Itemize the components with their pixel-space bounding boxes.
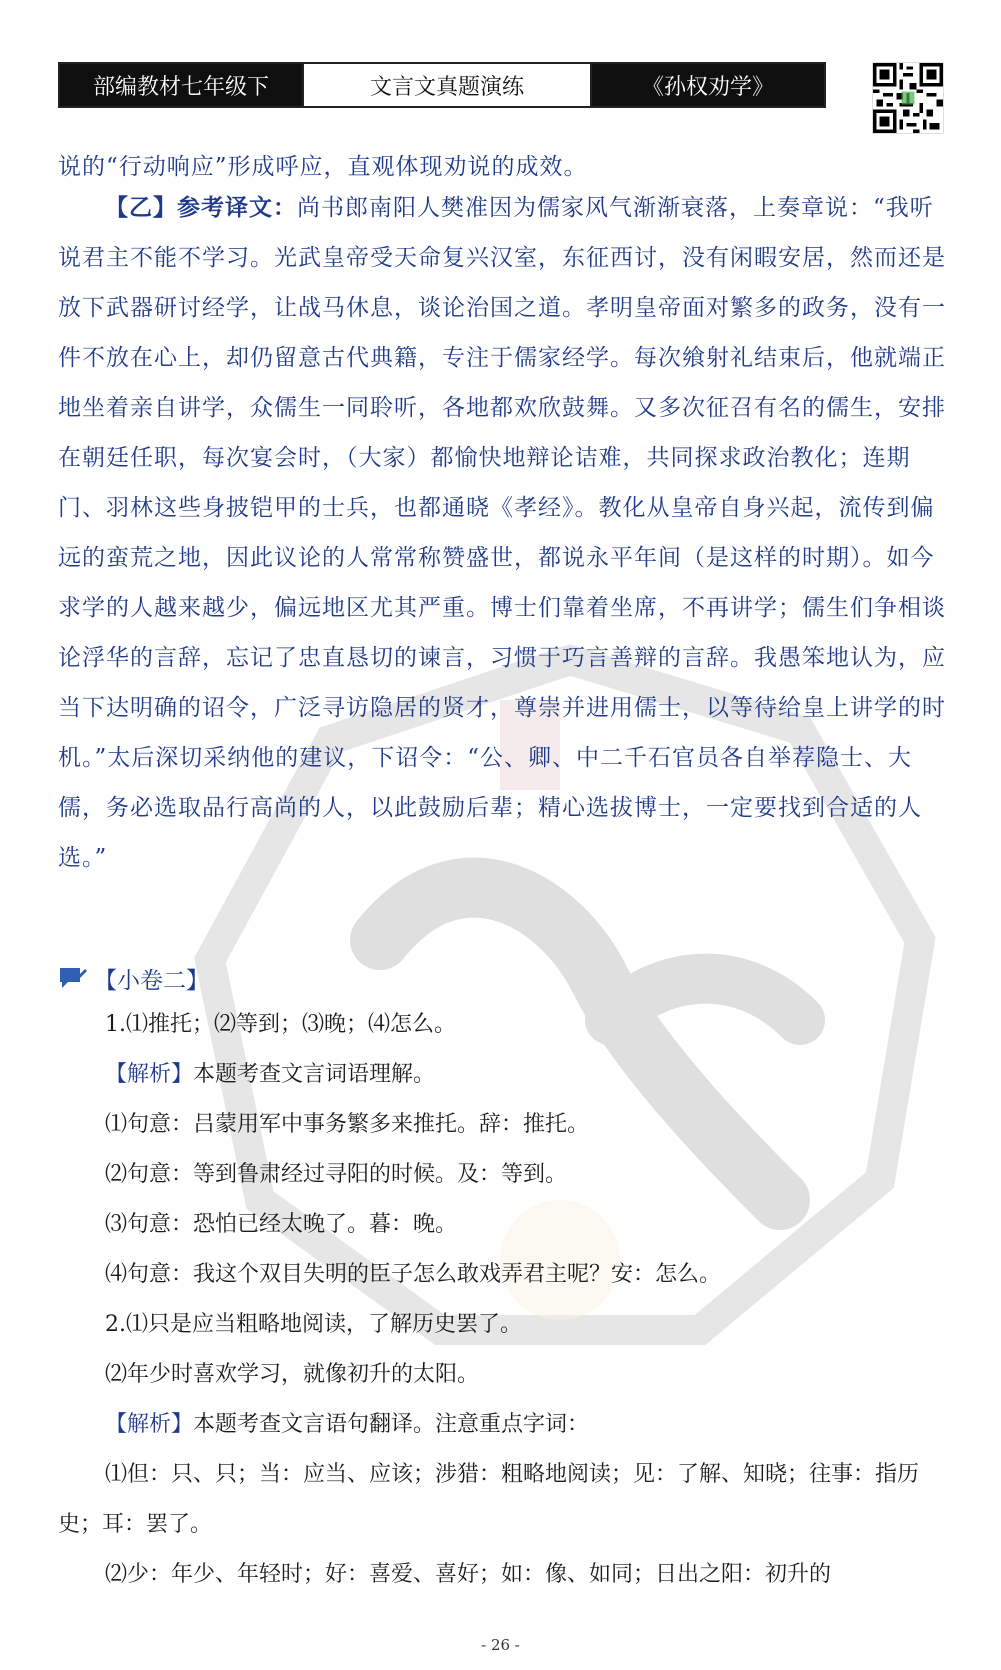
section-title: 【小卷二】: [94, 967, 209, 994]
q1-item-4: ⑷句意：我这个双目失明的臣子怎么敢戏弄君主呢？安：怎么。: [105, 1262, 722, 1287]
carry-over-line: 说的“行动响应”形成呼应，直观体现劝说的成效。: [58, 154, 588, 180]
q2-analysis: 【解析】本题考查文言语句翻译。注意重点字词：: [105, 1412, 590, 1437]
yi-label: 【乙】参考译文：: [105, 194, 297, 221]
q1-answer: 1.⑴推托；⑵等到；⑶晚；⑷怎么。: [105, 1012, 456, 1037]
qr-code-icon: [872, 62, 944, 134]
header-bar: [58, 62, 826, 108]
section-heading: [58, 958, 209, 998]
q1-item-3: ⑶句意：恐怕已经太晚了。暮：晚。: [105, 1212, 458, 1237]
page-number: - 26 -: [481, 1636, 520, 1654]
q2-item-2: ⑵年少时喜欢学习，就像初升的太阳。: [105, 1362, 480, 1387]
analysis-tag: 【解析】: [105, 1412, 194, 1437]
header-grade: 部编教材七年级下: [60, 64, 302, 106]
header-section: 文言文真题演练: [302, 64, 592, 106]
yi-translation-paragraph: [58, 183, 948, 883]
q1-item-1: ⑴句意：吕蒙用军中事务繁多来推托。辞：推托。: [105, 1112, 590, 1137]
analysis-tag: 【解析】: [105, 1062, 194, 1087]
q1-item-2: ⑵句意：等到鲁肃经过寻阳的时候。及：等到。: [105, 1162, 568, 1187]
yi-text: 尚书郎南阳人樊准因为儒家风气渐渐衰落，上奏章说：“我听说君主不能不学习。光武皇帝受天命复兴汉室，东征西讨，没有闲暇安居，然而还是放下武器研讨经学，让战马休息，谈论治国之道。孝明皇帝面对繁多的政务，没有一件不放在心上，却仍留意古代典籍，专注于儒家经学。每次飨射礼结束后，他就端正地坐着亲自讲学，众儒生一同聆听，各地都欢欣鼓舞。又多次征召有名的儒生，安排在朝廷任职，每次宴会时，（大家）都愉快地辩论诘难，共同探求政治教化；连期门、羽林这些身披铠甲的士兵，也都通晓《孝经》。教化从皇帝自身兴起，流传到偏远的蛮荒之地，因此议论的人常常称赞盛世，都说永平年间（是这样的时期）。如今求学的人越来越少，偏远地区尤其严重。博士们靠着坐席，不再讲学；儒生们争相谈论浮华的言辞，忘记了忠直恳切的谏言，习惯于巧言善辩的言辞。我愚笨地认为，应当下达明确的诏令，广泛寻访隐居的贤才，尊崇并进用儒士，以等待给皇上讲学的时机。”太后深切采纳他的建议，下诏令：“公、卿、中二千石官员各自举荐隐士、大儒，务必选取品行高尚的人，以此鼓励后辈；精心选拔博士，一定要找到合适的人选。”: [58, 195, 946, 871]
q2-note-1: ⑴但：只、只；当：应当、应该；涉猎：粗略地阅读；见：了解、知晓；往事：指历史；耳：罢了。: [58, 1462, 920, 1537]
note-icon: [58, 964, 88, 992]
header-lesson: 《孙权劝学》: [592, 64, 824, 106]
q1-analysis: 【解析】本题考查文言词语理解。: [105, 1062, 436, 1087]
q2-note-2: ⑵少：年少、年轻时；好：喜爱、喜好；如：像、如同；日出之阳：初升的: [105, 1562, 832, 1587]
q2-item-1: 2.⑴只是应当粗略地阅读，了解历史罢了。: [105, 1312, 522, 1337]
